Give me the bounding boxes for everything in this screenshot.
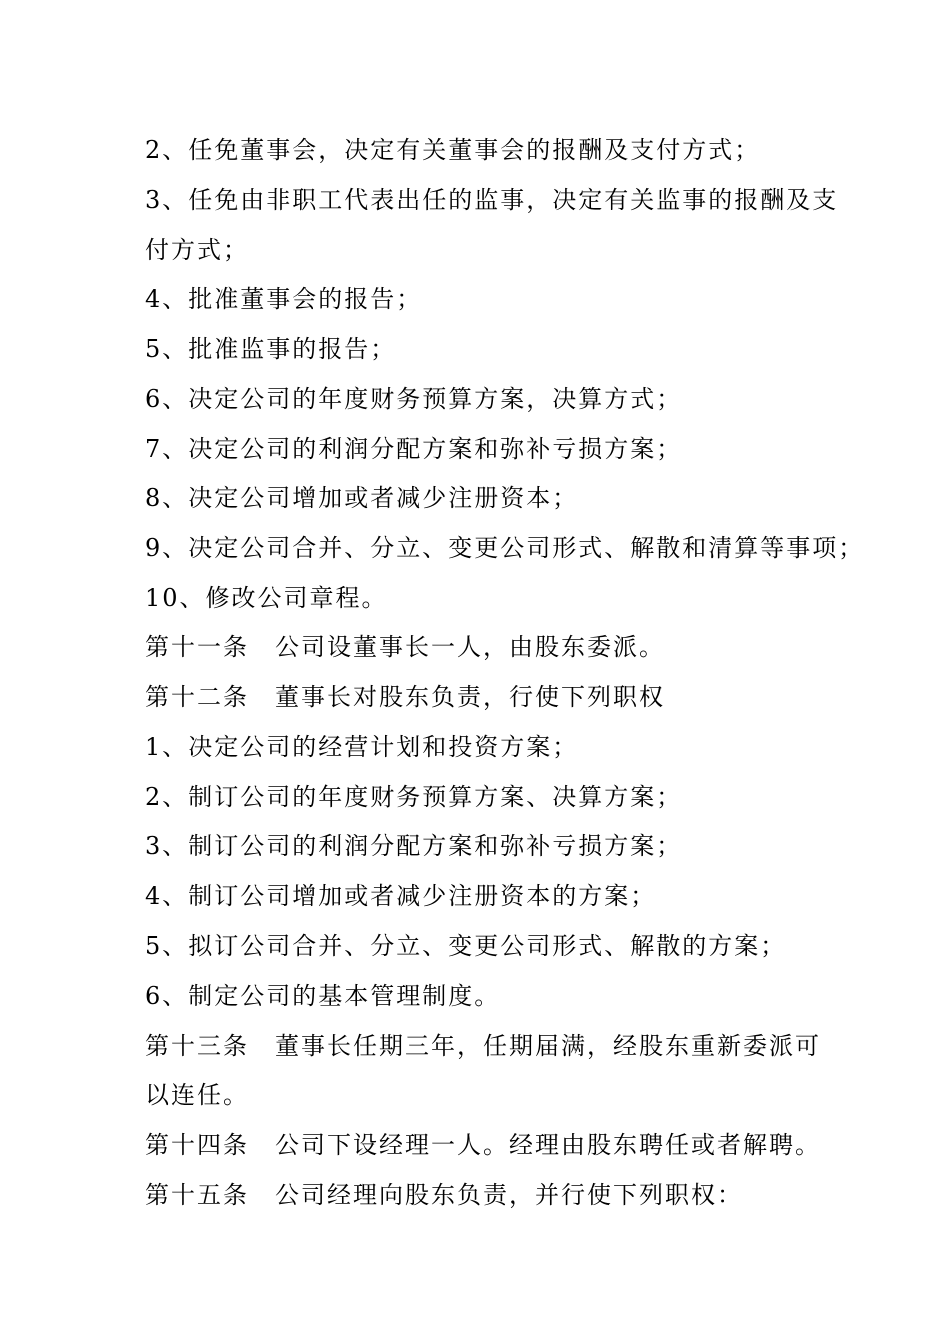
article-number: 第十二条 xyxy=(145,683,249,711)
article-text: 董事长对股东负责，行使下列职权 xyxy=(275,683,665,711)
text-line: 6、制定公司的基本管理制度。 xyxy=(145,982,501,1010)
text-line: 5、批准监事的报告； xyxy=(145,335,397,363)
text-line: 9、决定公司合并、分立、变更公司形式、解散和清算等事项； xyxy=(145,534,865,562)
article-number: 第十三条 xyxy=(145,1032,249,1060)
text-line: 1、决定公司的经营计划和投资方案； xyxy=(145,733,579,761)
article-text: 公司设董事长一人，由股东委派。 xyxy=(275,633,665,661)
text-line: 4、制订公司增加或者减少注册资本的方案； xyxy=(145,882,657,910)
article-line xyxy=(145,682,825,712)
article-line xyxy=(145,1180,825,1210)
text-line: 付方式； xyxy=(145,236,249,264)
text-line: 5、拟订公司合并、分立、变更公司形式、解散的方案； xyxy=(145,932,787,960)
article-line xyxy=(145,632,825,662)
text-line: 2、制订公司的年度财务预算方案、决算方案； xyxy=(145,783,683,811)
article-number: 第十五条 xyxy=(145,1181,249,1209)
text-line: 2、任免董事会，决定有关董事会的报酬及支付方式； xyxy=(145,136,761,164)
text-line: 10、修改公司章程。 xyxy=(145,584,388,612)
text-line: 以连任。 xyxy=(145,1081,249,1109)
article-line xyxy=(145,1031,825,1061)
text-line: 6、决定公司的年度财务预算方案，决算方式； xyxy=(145,385,683,413)
article-text: 公司下设经理一人。经理由股东聘任或者解聘。 xyxy=(275,1131,821,1159)
article-number: 第十四条 xyxy=(145,1131,249,1159)
text-line: 3、制订公司的利润分配方案和弥补亏损方案； xyxy=(145,832,683,860)
text-line: 7、决定公司的利润分配方案和弥补亏损方案； xyxy=(145,435,683,463)
article-number: 第十一条 xyxy=(145,633,249,661)
article-line xyxy=(145,1130,825,1160)
text-line: 3、任免由非职工代表出任的监事，决定有关监事的报酬及支 xyxy=(145,186,839,214)
text-line: 4、批准董事会的报告； xyxy=(145,285,423,313)
article-text: 公司经理向股东负责，并行使下列职权： xyxy=(275,1181,743,1209)
text-line: 8、决定公司增加或者减少注册资本； xyxy=(145,484,579,512)
article-text: 董事长任期三年，任期届满，经股东重新委派可 xyxy=(275,1032,821,1060)
